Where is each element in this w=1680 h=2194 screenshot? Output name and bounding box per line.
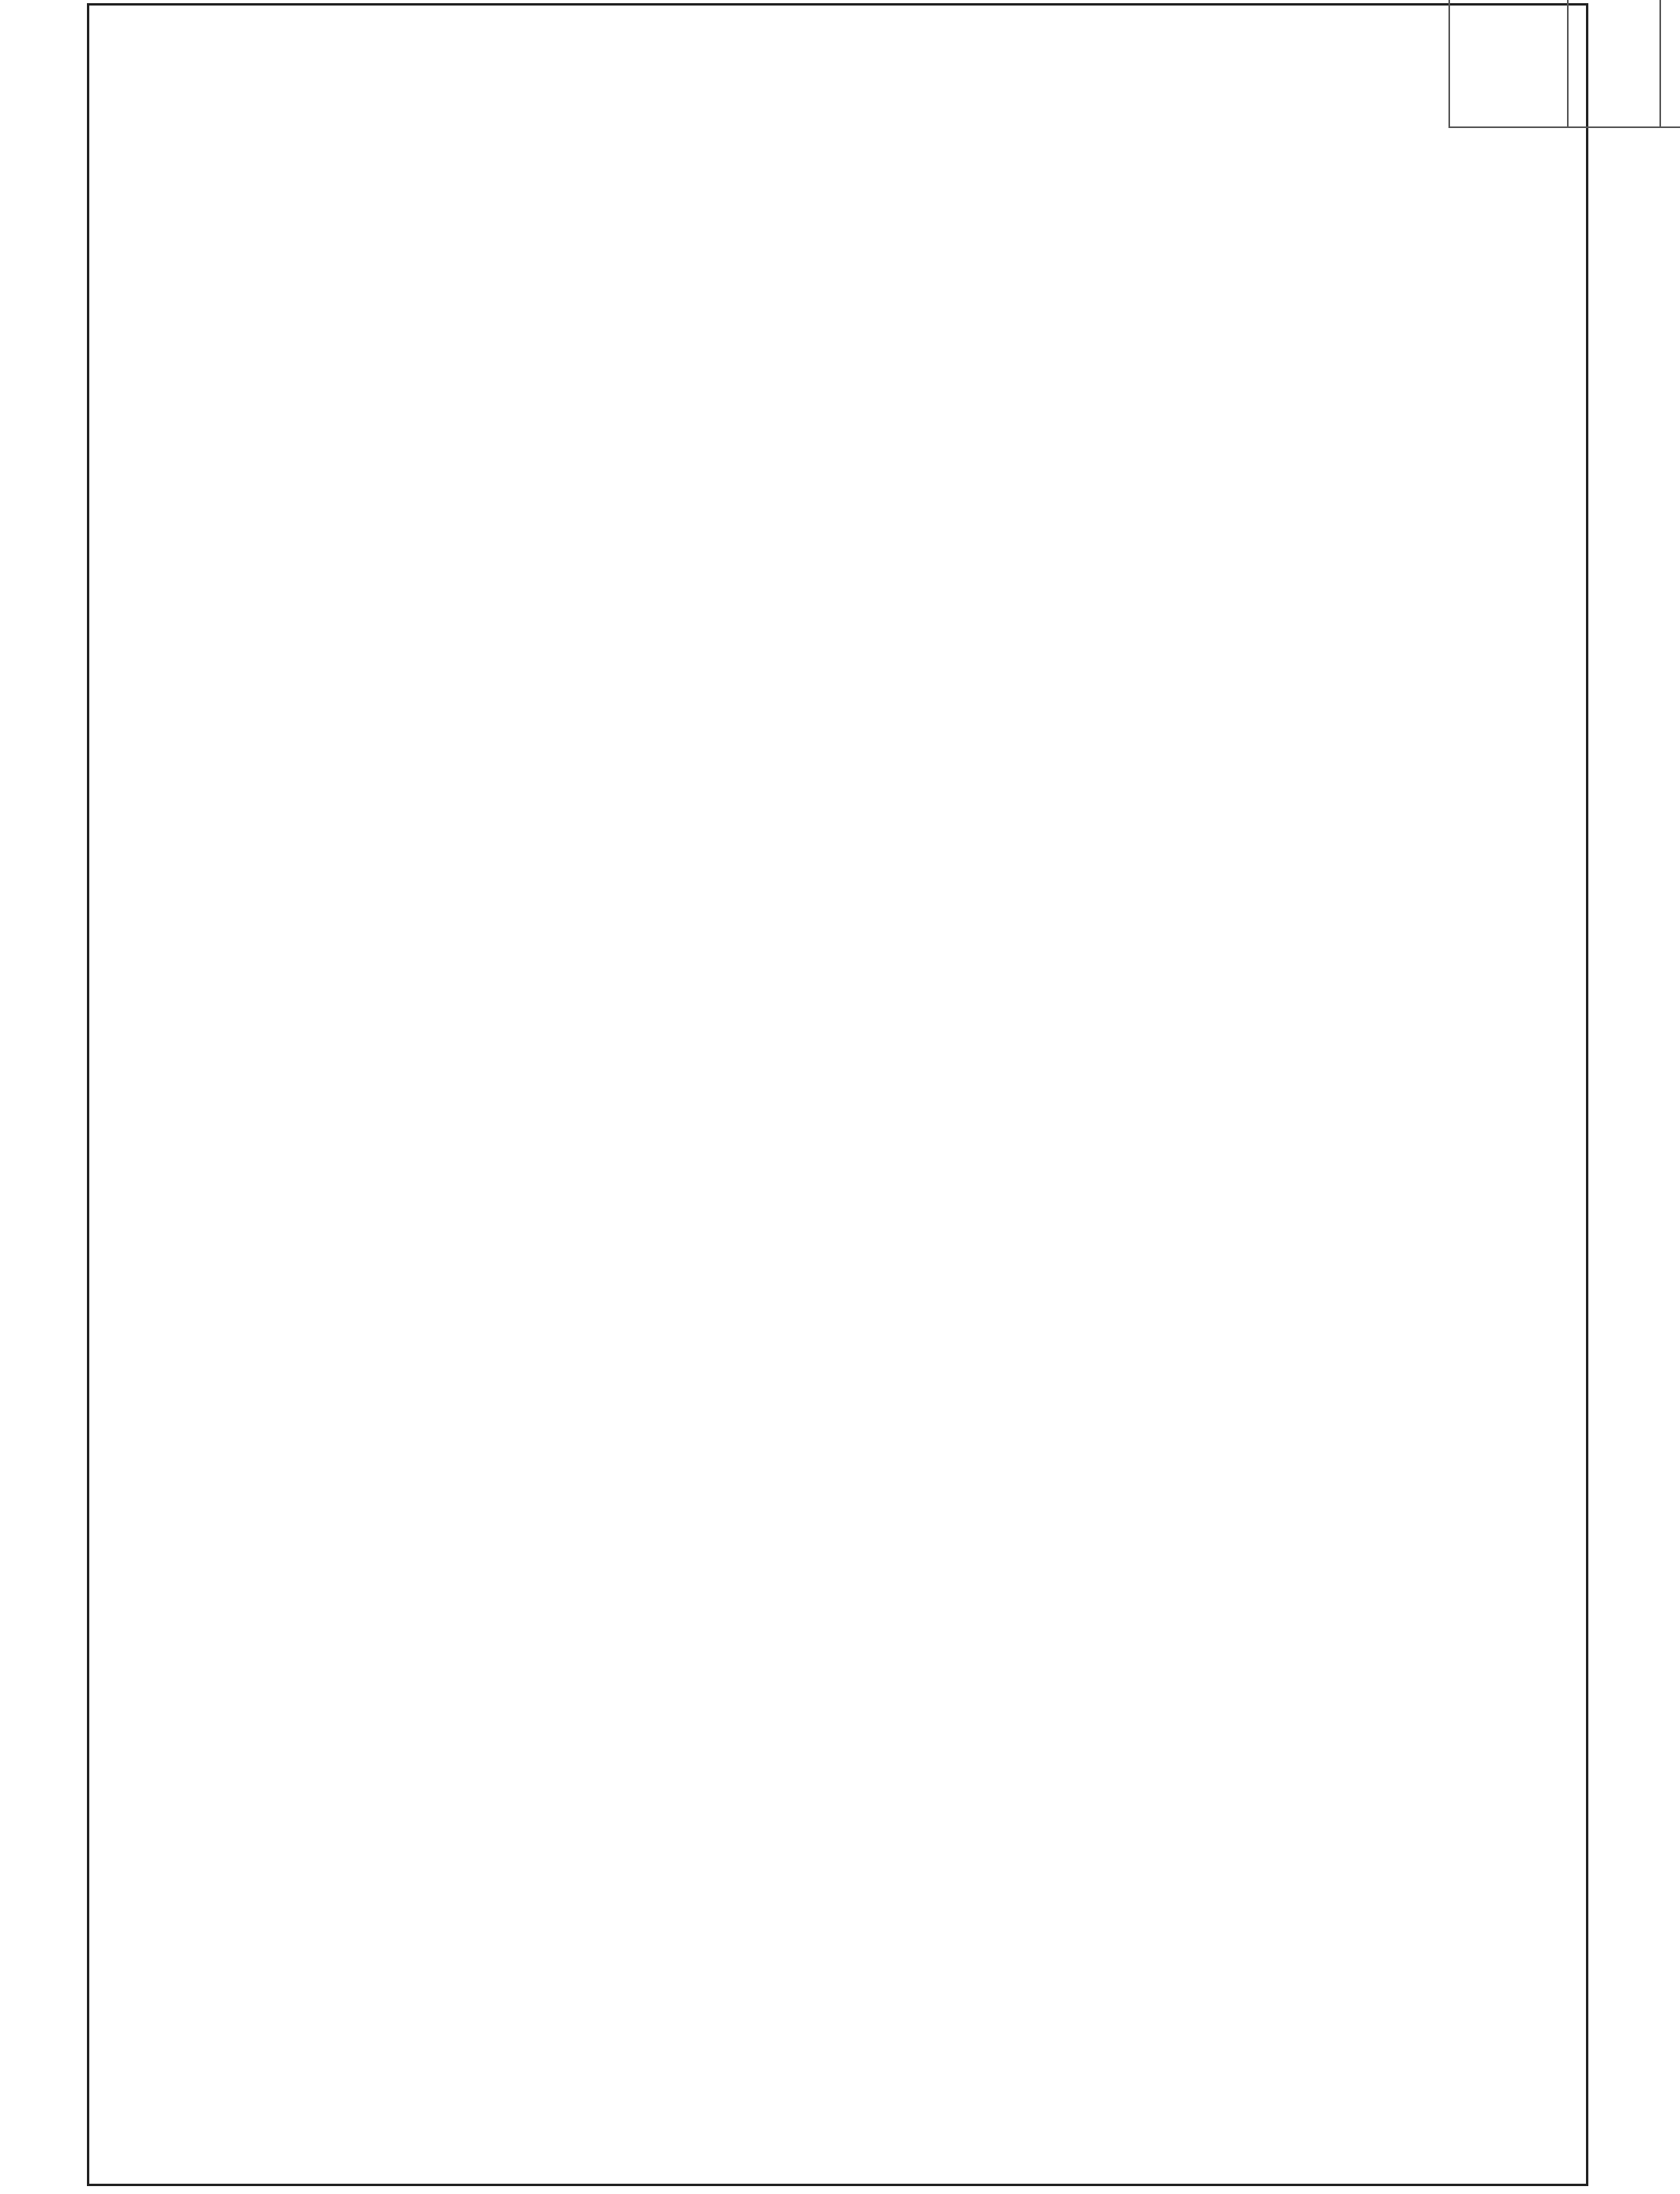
rotated-table-container: [1448, 0, 1680, 128]
blank-cell: [1660, 0, 1680, 127]
table-row: [1449, 0, 1568, 127]
table-row: [1568, 0, 1660, 127]
blank-cell: [1568, 0, 1660, 127]
staffing-table: [1448, 0, 1680, 128]
table-row: [1660, 0, 1680, 127]
page-frame: [87, 3, 1588, 2186]
blank-cell: [1449, 0, 1568, 127]
